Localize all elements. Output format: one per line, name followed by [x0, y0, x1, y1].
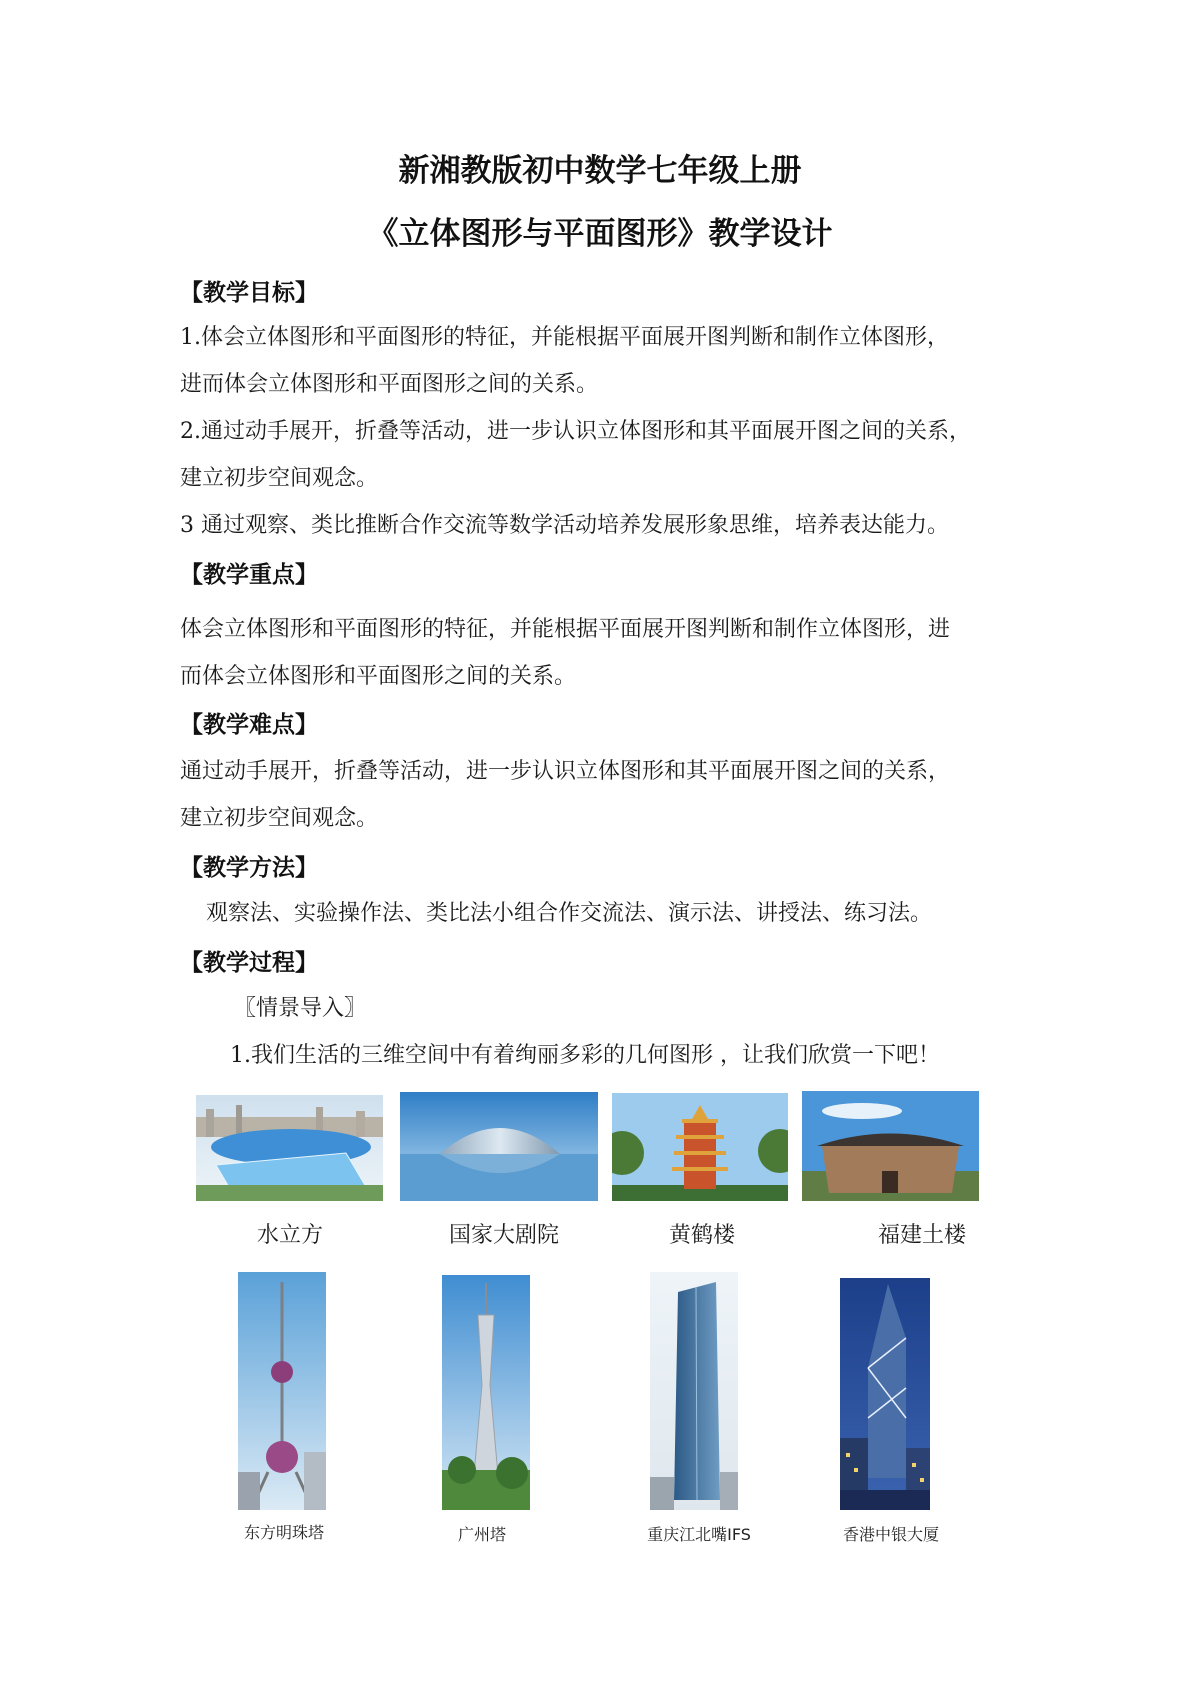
canton-tower-photo	[442, 1275, 530, 1510]
objective-line: 3 通过观察、类比推断合作交流等数学活动培养发展形象思维，培养表达能力。	[180, 513, 949, 538]
caption-yellow-crane-tower: 黄鹤楼	[668, 1223, 735, 1248]
methods-heading: 【教学方法】	[180, 855, 318, 881]
objectives-heading: 【教学目标】	[180, 280, 318, 306]
objective-line: 2.通过动手展开，折叠等活动，进一步认识立体图形和其平面展开图之间的关系，	[180, 419, 971, 444]
caption-canton-tower: 广州塔	[457, 1525, 506, 1544]
difficulty-line: 通过动手展开，折叠等活动，进一步认识立体图形和其平面展开图之间的关系，	[180, 759, 951, 784]
yellow-crane-tower-photo	[612, 1093, 788, 1201]
method-line: 观察法、实验操作法、类比法小组合作交流法、演示法、讲授法、练习法。	[206, 901, 933, 926]
objective-line: 进而体会立体图形和平面图形之间的关系。	[180, 372, 599, 397]
objective-line: 建立初步空间观念。	[180, 466, 379, 491]
national-theatre-photo	[400, 1092, 598, 1201]
key-point-line: 体会立体图形和平面图形的特征，并能根据平面展开图判断和制作立体图形，进	[180, 617, 951, 642]
process-line: 1.我们生活的三维空间中有着绚丽多彩的几何图形 ，让我们欣赏一下吧！	[230, 1043, 940, 1068]
fujian-tulou-photo	[802, 1091, 979, 1201]
caption-fujian-tulou: 福建土楼	[877, 1223, 966, 1248]
difficulty-line: 建立初步空间观念。	[180, 806, 379, 831]
difficulties-heading: 【教学难点】	[180, 712, 318, 738]
caption-oriental-pearl-tower: 东方明珠塔	[243, 1523, 324, 1542]
objective-line: 1.体会立体图形和平面图形的特征，并能根据平面展开图判断和制作立体图形，	[180, 325, 949, 350]
caption-water-cube: 水立方	[256, 1223, 323, 1248]
caption-bank-of-china-tower: 香港中银大厦	[842, 1525, 939, 1544]
caption-chongqing-ifs: 重庆江北嘴IFS	[647, 1525, 751, 1544]
water-cube-photo	[196, 1095, 383, 1201]
caption-national-theatre: 国家大剧院	[448, 1223, 559, 1248]
document-subtitle: 《立体图形与平面图形》教学设计	[367, 216, 833, 252]
chongqing-ifs-photo	[650, 1272, 738, 1510]
process-heading: 【教学过程】	[180, 950, 318, 976]
process-subheading: 〖情景导入〗	[234, 996, 367, 1021]
document-title: 新湘教版初中数学七年级上册	[398, 153, 802, 189]
key-points-heading: 【教学重点】	[180, 562, 318, 588]
key-point-line: 而体会立体图形和平面图形之间的关系。	[180, 664, 577, 689]
bank-of-china-tower-photo	[840, 1278, 930, 1510]
oriental-pearl-tower-photo	[238, 1272, 326, 1510]
